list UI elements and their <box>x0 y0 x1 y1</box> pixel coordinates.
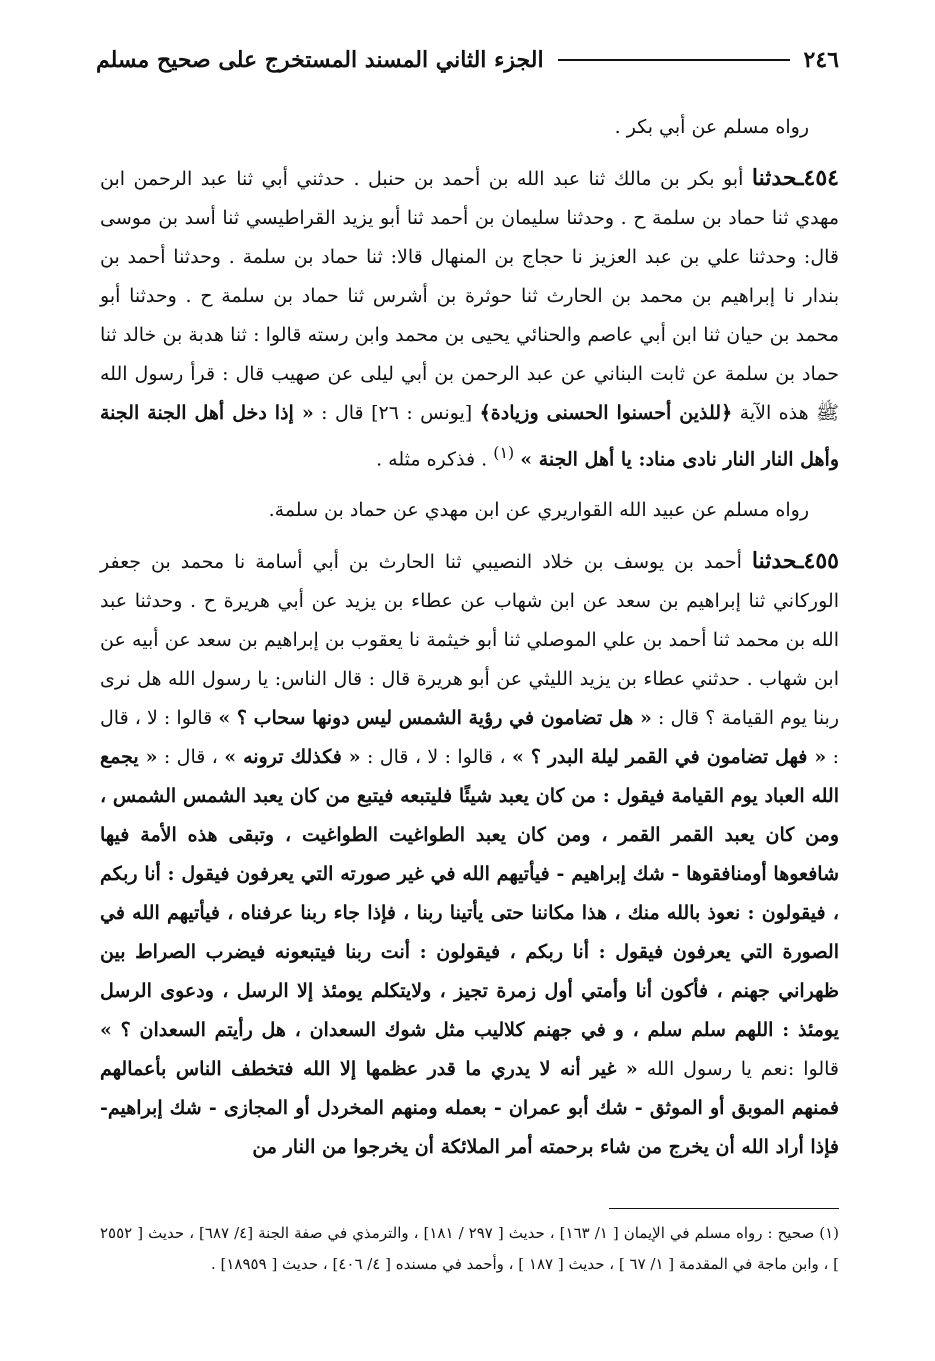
hadith-number: ٤٥٥ـ <box>797 548 839 575</box>
verse-reference: [يونس : ٢٦] قال : <box>321 402 473 424</box>
narration-text: ، قالوا : لا ، قال : <box>367 746 506 769</box>
hadith-454 <box>100 159 839 479</box>
attribution-line: رواه مسلم عن أبي بكر . <box>614 116 809 138</box>
footnote-rule <box>609 1208 839 1209</box>
page-body <box>100 108 839 1167</box>
hadith-text: « هل تضامون في رؤية الشمس ليس دونها سحاب ؟ » <box>218 707 652 730</box>
attribution-line: رواه مسلم عن عبيد الله القواريري عن ابن مهدي عن حماد بن سلمة. <box>268 499 809 522</box>
hadith-text: « غير أنه لا يدري ما قدر عظمها إلا الله فتخطف الناس بأعمالهم فمنهم الموبق أو الموثق - شك أبو عمران - بعمله ومنهم المخردل أو المجازى - شك إبراهيم- فإذا أراد الله أن يخرج من شاء برحمته أمر الملائكة أن يخرجوا من النار من <box>100 1058 839 1159</box>
isnad-text: أحمد بن يوسف بن خلاد النصيبي ثنا الحارث بن أبي أسامة نا محمد بن جعفر الوركاني ثنا إبراهيم بن سعد عن ابن شهاب عن عطاء بن يزيد عن أبي هريرة ح . وحدثنا عبد الله بن محمد ثنا أحمد بن علي الموصلي ثنا أبو خيثمة نا يعقوب بن إبراهيم بن سعد عن أبيه عن ابن شهاب . حدثني عطاء بن يزيد الليثي عن أبو هريرة قال : قال الناس: يا رسول الله هل نرى ربنا يوم القيامة ؟ قال : <box>100 551 840 730</box>
narration-text: قالوا : لا ، قال : <box>100 707 840 769</box>
hadith-text: « يجمع الله العباد يوم القيامة فيقول : من كان يعبد شيئًا فليتبعه فيتبع من كان يعبد الشمس الشمس ، ومن كان يعبد القمر القمر ، ومن كان يعبد الطواغيت الطواغيت ، وتبقى هذه الأمة فيها شافعوها أومنافقوها - شك إبراهيم - فيأتيهم الله في غير صورته التي يعرفون فيقول : أنا ربكم ، فيقولون : نعوذ بالله منك ، هذا مكاننا حتى يأتينا ربنا ، فإذا جاء ربنا عرفناه ، فيأتيهم الله في الصورة التي يعرفون فيقول : أنا ربكم ، فيقولون : أنت ربنا فيتبعونه فيضرب الصراط بين ظهراني جهنم ، فأكون أنا وأمتي أول زمرة تجيز ، ولايتكلم يومئذ إلا الرسل ، ودعوى الرسل يومئذ : اللهم سلم سلم ، و في جهنم كلاليب مثل شوك السعدان ، هل رأيتم السعدان ؟ » <box>100 746 839 1042</box>
footnotes <box>100 1218 839 1280</box>
quran-verse: ﴿للذين أحسنوا الحسنى وزيادة﴾ <box>479 402 733 424</box>
hadith-label: حدثنا <box>751 548 798 575</box>
hadith-ending: . فذكره مثله . <box>376 448 488 471</box>
narration-text: قالوا :نعم يا رسول الله <box>646 1058 839 1081</box>
book-title: الجزء الثاني المسند المستخرج على صحيح مسلم <box>96 47 544 73</box>
narration-text: ، قال : <box>163 746 218 769</box>
footnote-marker: (١) <box>493 443 515 462</box>
page-number: ٢٤٦ <box>803 47 839 73</box>
hadith-text: « فهل تضامون في القمر ليلة البدر ؟ » <box>512 746 827 769</box>
footnote-1: (١) صحيح : رواه مسلم في الإيمان [ ١/ ١٦٣] ، حديث [ ٢٩٧ / ١٨١] ، والترمذي في صفة الجنة [٤/ ٦٨٧] ، حديث [ ٢٥٥٢ ] ، وابن ماجة في المقدمة [ ١/ ٦٧ ] ، حديث [ ١٨٧ ] ، وأحمد في مسنده [ ٤/ ٤٠٦] ، حديث [ ١٨٩٥٩] . <box>100 1224 840 1273</box>
header-rule <box>558 59 790 61</box>
hadith-text: « فكذلك ترونه » <box>224 746 361 769</box>
hadith-number: ٤٥٤ـ <box>797 165 839 191</box>
page-header <box>96 40 839 80</box>
isnad-text: أبو بكر بن مالك ثنا عبد الله بن أحمد بن حنبل . حدثني أبي ثنا عبد الرحمن ابن مهدي ثنا حماد بن سلمة ح . وحدثنا سليمان بن أحمد ثنا أبو يزيد القراطيسي ثنا أسد بن موسى قال: وحدثنا علي بن عبد العزيز نا حجاج بن المنهال قالا: ثنا حماد بن سلمة . وحدثنا أحمد بن بندار نا إبراهيم بن محمد بن الحارث ثنا حوثرة بن أشرس ثنا حماد بن سلمة ح . وحدثنا أبو محمد بن حيان ثنا ابن أبي عاصم والحنائي يحيى بن محمد وابن رسته قالوا : ثنا هدبة بن خالد ثنا حماد بن سلمة عن ثابت البناني عن عبد الرحمن بن أبي ليلى عن صهيب قال : قرأ رسول الله ﷺ هذه الآية <box>100 168 839 424</box>
hadith-455 <box>100 542 839 1167</box>
hadith-label: حدثنا <box>751 165 798 191</box>
hadith-text: « إذا دخل أهل الجنة الجنة وأهل النار النار نادى مناد: يا أهل الجنة » <box>100 402 839 471</box>
